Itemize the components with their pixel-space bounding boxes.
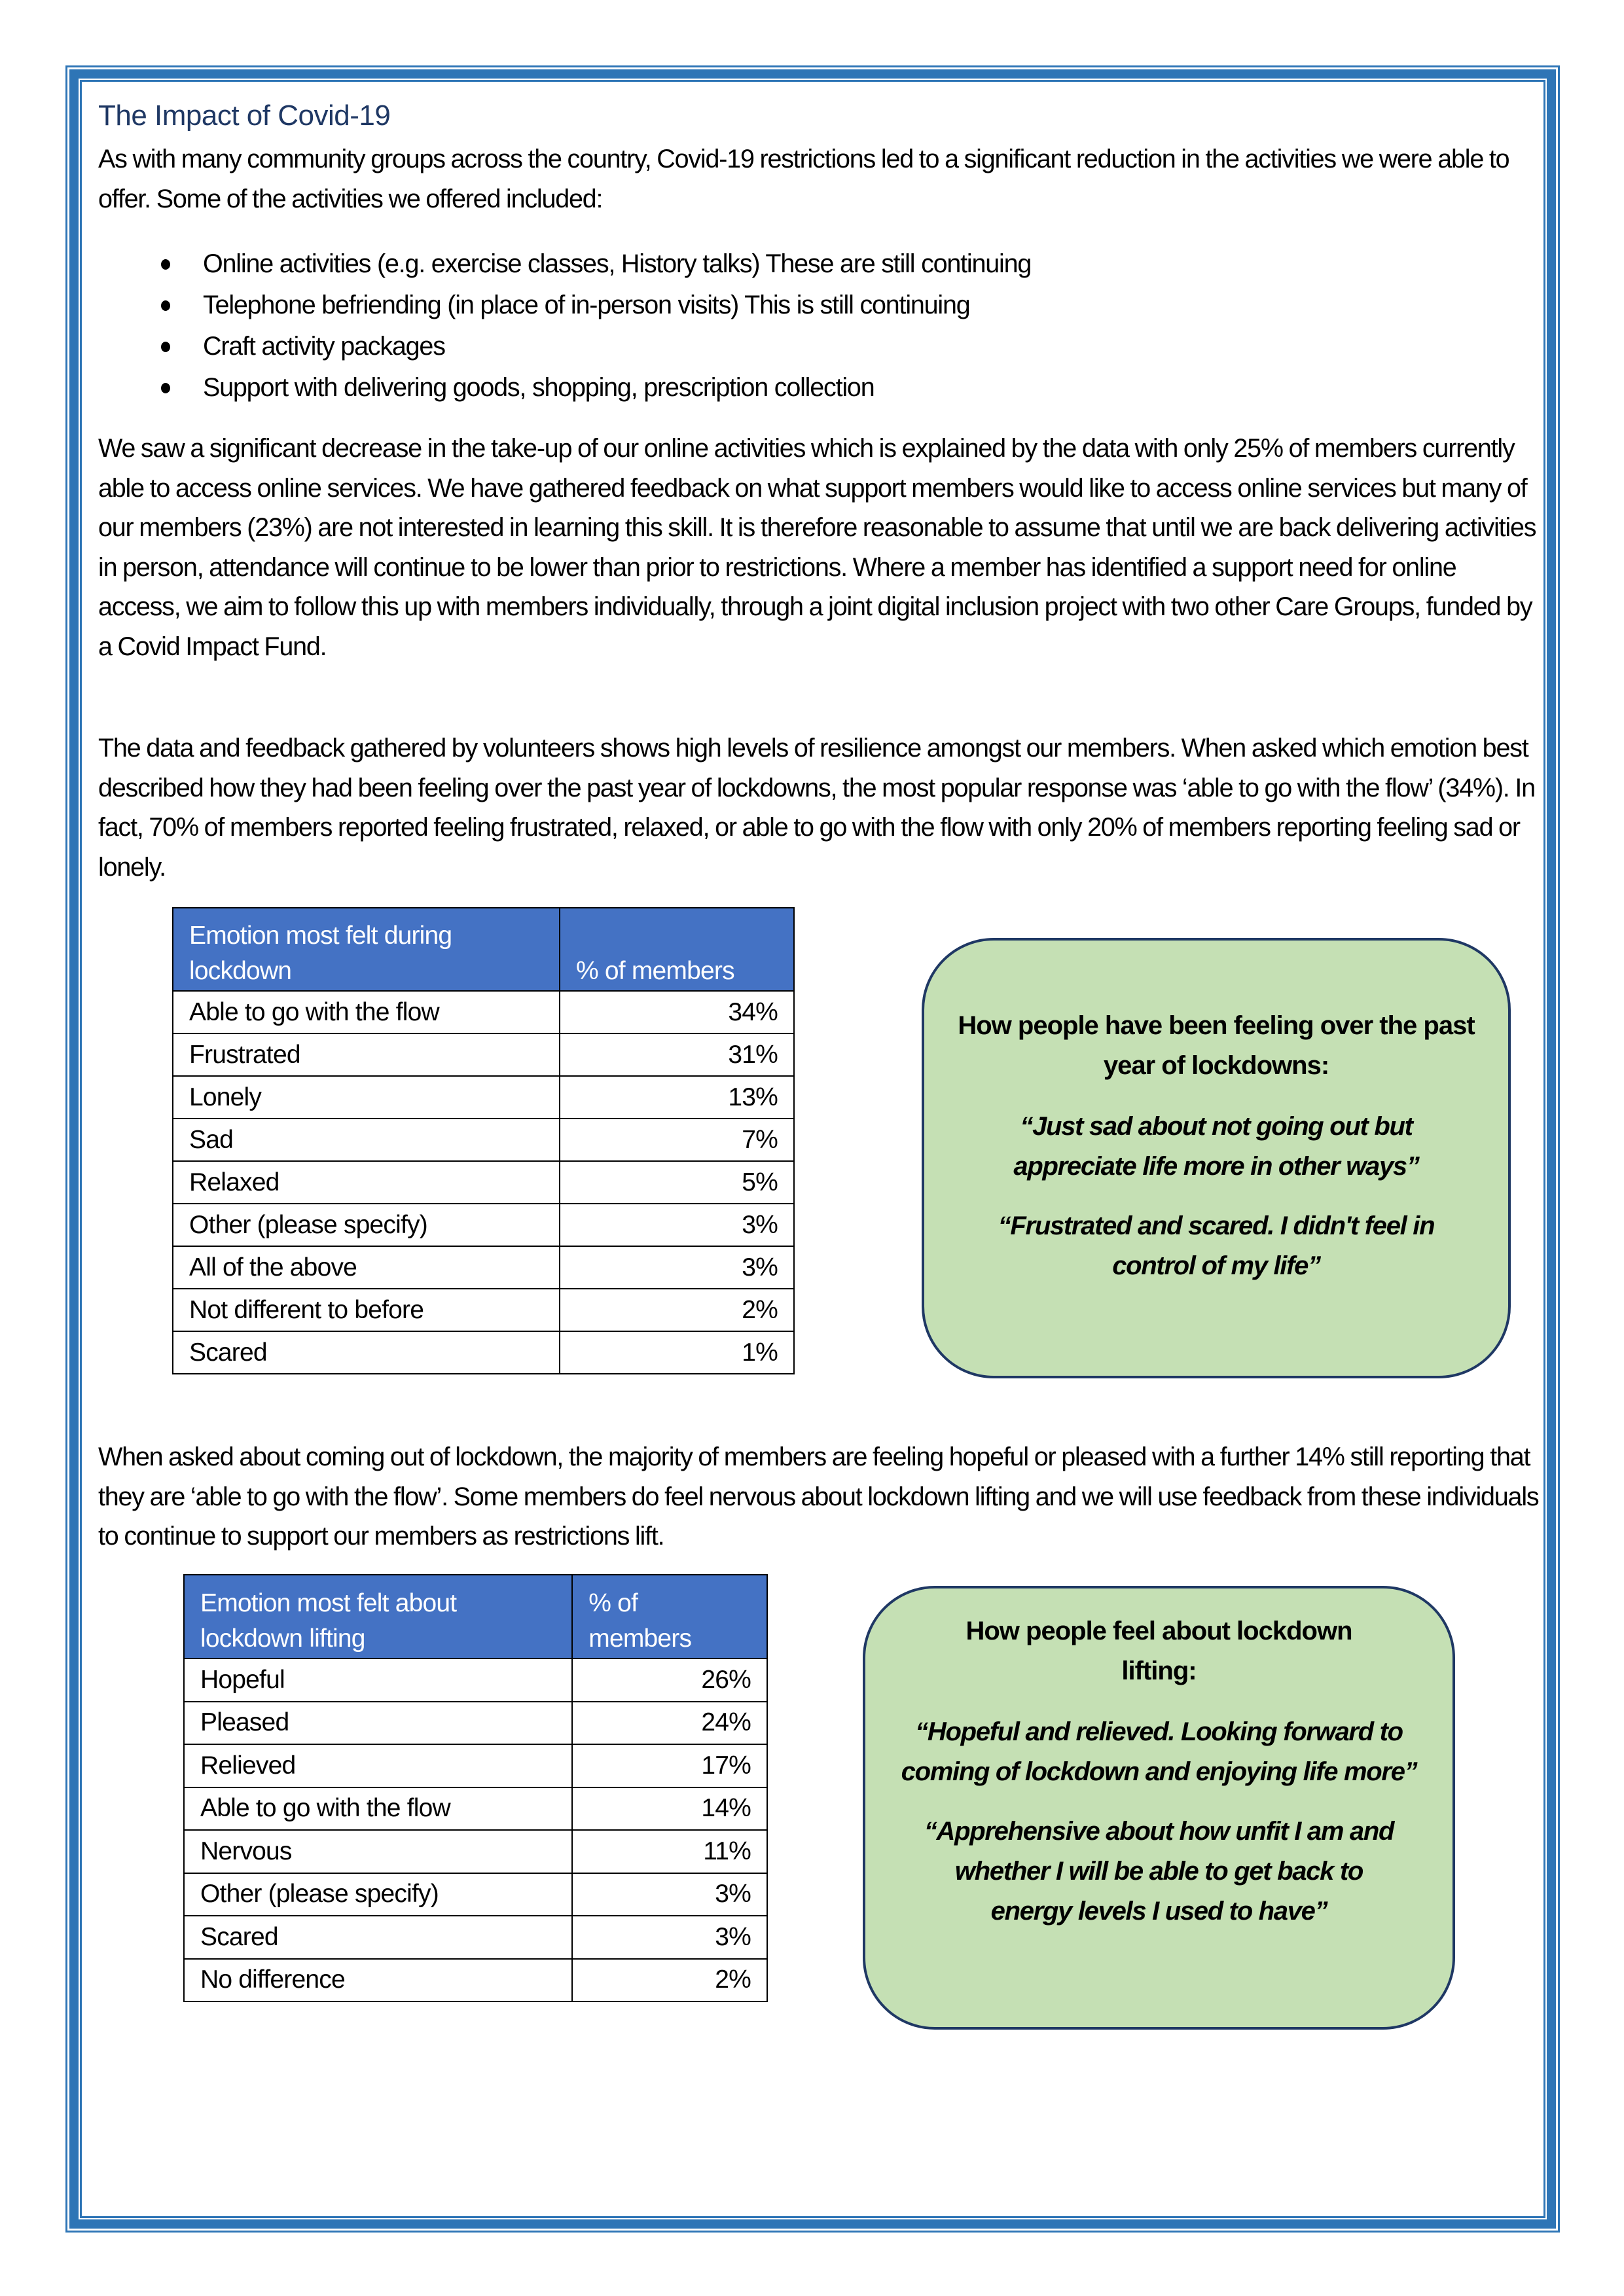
- table-header-percent: % of members: [572, 1575, 767, 1659]
- bullet-icon: [161, 259, 170, 270]
- table-row: Not different to before 2%: [173, 1289, 794, 1331]
- bullet-icon: [161, 383, 170, 393]
- list-item: Online activities (e.g. exercise classes, History talks) These are still continuing: [98, 243, 1031, 285]
- table-row: Other (please specify) 3%: [173, 1204, 794, 1246]
- lockdown-lifting-callout: [863, 1586, 1455, 2030]
- table-row: Able to go with the flow 34%: [173, 991, 794, 1033]
- intro-paragraph: As with many community groups across the country, Covid-19 restrictions led to a significant reduction in the activities we were able to offer. Some of the activities we offered included:: [98, 145, 1509, 213]
- bullet-icon: [161, 300, 170, 311]
- lockdown-feelings-callout: [922, 938, 1511, 1378]
- callout-heading: How people feel about lockdown lifting:: [965, 1617, 1352, 1685]
- table-row: No difference 2%: [184, 1959, 767, 2002]
- table-header-emotion: Emotion most felt about lockdown lifting: [184, 1575, 572, 1659]
- member-quote: “Just sad about not going out but appreciate life more in other ways”: [1013, 1112, 1419, 1181]
- section-title: The Impact of Covid-19: [98, 99, 391, 132]
- table-row: Frustrated 31%: [173, 1033, 794, 1076]
- table-row: Sad 7%: [173, 1119, 794, 1161]
- lockdown-emotions-table: [172, 907, 795, 1374]
- member-quote: “Hopeful and relieved. Looking forward to coming of lockdown and enjoying life more”: [901, 1717, 1417, 1786]
- list-item: Support with delivering goods, shopping, prescription collection: [98, 367, 1031, 408]
- table-row: Scared 3%: [184, 1916, 767, 1959]
- table-header-emotion: Emotion most felt during lockdown: [173, 908, 560, 991]
- table-row: Other (please specify) 3%: [184, 1873, 767, 1916]
- table-row: All of the above 3%: [173, 1246, 794, 1289]
- member-quote: “Apprehensive about how unfit I am and whether I will be able to get back to energy levels I used to have”: [924, 1817, 1394, 1926]
- table-row: Pleased 24%: [184, 1702, 767, 1745]
- table-row: Scared 1%: [173, 1331, 794, 1374]
- bullet-icon: [161, 342, 170, 352]
- table-row: Nervous 11%: [184, 1830, 767, 1873]
- member-quote: “Frustrated and scared. I didn't feel in control of my life”: [998, 1211, 1435, 1280]
- table-header-percent: % of members: [560, 908, 794, 991]
- list-item: Telephone befriending (in place of in-person visits) This is still continuing: [98, 285, 1031, 326]
- table-row: Hopeful 26%: [184, 1659, 767, 1702]
- activities-list: [98, 243, 1031, 408]
- table-row: Lonely 13%: [173, 1076, 794, 1119]
- table-row: Relieved 17%: [184, 1744, 767, 1787]
- lifting-emotions-table: [183, 1574, 768, 2002]
- callout-heading: How people have been feeling over the past year of lockdowns:: [958, 1011, 1475, 1080]
- online-activities-paragraph: We saw a significant decrease in the take-up of our online activities which is explained by the data with only 25% of members currently able to access online services. We have gathered feedback on what support members would like to access online services but many of our members (23%) are not interested in learning this skill. It is therefore reasonable to assume that until we are back delivering activities in person, attendance will continue to be lower than prior to restrictions. Where a member has identified a support need for online access, we aim to follow this up with members individually, through a joint digital inclusion project with two other Care Groups, funded by a Covid Impact Fund.: [98, 434, 1536, 661]
- list-item: Craft activity packages: [98, 326, 1031, 367]
- table-row: Able to go with the flow 14%: [184, 1787, 767, 1831]
- resilience-paragraph: The data and feedback gathered by volunteers shows high levels of resilience amongst our members. When asked which emotion best described how they had been feeling over the past year of lockdowns, the most popular response was ‘able to go with the flow’ (34%). In fact, 70% of members reported feeling frustrated, relaxed, or able to go with the flow with only 20% of members reporting feeling sad or lonely.: [98, 734, 1535, 882]
- table-row: Relaxed 5%: [173, 1161, 794, 1204]
- lockdown-lifting-paragraph: When asked about coming out of lockdown, the majority of members are feeling hopeful or pleased with a further 14% still reporting that they are ‘able to go with the flow’. Some members do feel nervous about lockdown lifting and we will use feedback from these individuals to continue to support our members as restrictions lift.: [98, 1443, 1539, 1551]
